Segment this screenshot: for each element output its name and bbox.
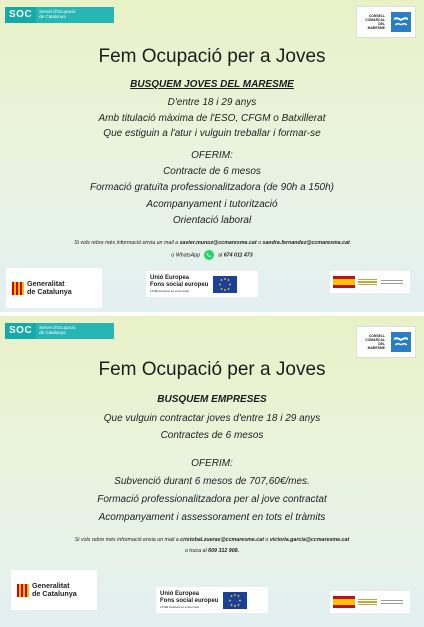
offer-line: Formació professionalitzadora per al jove contractat	[97, 494, 327, 505]
generalitat-line: de Catalunya	[27, 287, 72, 296]
offer-line: Contracte de 6 mesos	[163, 166, 261, 177]
ccm-logo-line: MARESME	[367, 346, 385, 350]
page-title: Fem Ocupació per a Joves	[98, 359, 326, 380]
soc-name-line: de Catalunya	[39, 14, 66, 19]
spain-government-logo	[330, 271, 410, 293]
requirement-line: Amb titulació màxima de l'ESO, CFGM o Batxillerat	[98, 113, 326, 124]
soc-name	[36, 7, 114, 23]
contact-intro: Si vols rebre més informació envia un mail a	[74, 537, 181, 543]
ue-line: Unió Europea	[160, 591, 200, 597]
consell-comarcal-logo	[356, 326, 416, 358]
consell-comarcal-logo	[356, 6, 416, 38]
consell-comarcal-icon	[391, 332, 411, 352]
offer-heading: OFERIM:	[191, 458, 233, 469]
ccm-logo-text	[361, 14, 385, 30]
soc-logo	[5, 7, 114, 23]
spain-service-text	[381, 599, 403, 605]
contact-email[interactable]: sandra.fernandez@ccmaresme.cat	[262, 240, 350, 246]
contact-email[interactable]: xavier.munoz@ccmaresme.cat	[179, 240, 257, 246]
contact-info	[0, 240, 424, 246]
phone-contact	[0, 548, 424, 554]
soc-name-line: de Catalunya	[39, 330, 66, 335]
ue-line: Fons social europeu	[150, 282, 209, 288]
ue-fse-text	[160, 591, 218, 609]
offer-line: Formació gratuïta professionalitzadora (de 90h a 150h)	[89, 182, 335, 193]
ue-line: Unió Europea	[150, 275, 190, 281]
offer-line: Orientació laboral	[172, 215, 252, 226]
requirement-line: D'entre 18 i 29 anys	[167, 97, 257, 108]
spain-ministry-text	[358, 278, 377, 287]
spain-ministry-text	[358, 598, 377, 607]
spain-flag-icon	[333, 596, 355, 608]
generalitat-line: Generalitat	[27, 279, 65, 288]
ccm-logo-line: COMARCAL	[365, 18, 385, 22]
ue-fse-logo	[156, 587, 268, 613]
spain-service-text	[381, 279, 403, 285]
generalitat-line: Generalitat	[32, 581, 70, 590]
ue-fse-logo	[146, 271, 258, 297]
contact-separator: o	[256, 240, 263, 246]
soc-name	[36, 323, 114, 339]
offer-line: Acompanyament i assessorament en tots el tràmits	[98, 512, 326, 523]
soc-logo	[5, 323, 114, 339]
spain-government-logo	[330, 591, 410, 613]
contact-separator: o	[263, 537, 270, 543]
flyer-joves	[0, 0, 424, 312]
generalitat-flag-icon	[12, 282, 24, 295]
contact-phone[interactable]: 674 011 473	[223, 252, 253, 259]
ccm-logo-line: DEL	[378, 342, 385, 346]
ue-line: Fons social europeu	[160, 598, 219, 604]
ccm-logo-line: MARESME	[367, 26, 385, 30]
generalitat-flag-icon	[17, 584, 29, 597]
soc-badge: SOC	[5, 323, 36, 339]
ccm-logo-line: DEL	[378, 22, 385, 26]
ccm-logo-line: CONSELL	[368, 334, 385, 338]
contact-intro: Si vols rebre més informació envia un mail a	[74, 240, 180, 246]
whatsapp-prefix: o WhatsApp	[171, 252, 201, 259]
whatsapp-contact	[0, 250, 424, 260]
spain-flag-icon	[333, 276, 355, 288]
consell-comarcal-icon	[391, 12, 411, 32]
offer-line: Acompanyament i tutorització	[146, 199, 278, 210]
ue-line: L'FSE inverteix en el teu futur	[160, 605, 200, 609]
requirement-line: Contractes de 6 mesos	[160, 430, 264, 441]
generalitat-name	[27, 280, 72, 296]
generalitat-logo	[6, 268, 102, 308]
soc-name-line: Servei d'Ocupació	[39, 9, 76, 14]
requirement-line: Que estiguin a l'atur i vulguin treballar i formar-se	[103, 128, 321, 139]
eu-flag-icon	[213, 276, 237, 293]
ue-line: L'FSE inverteix en el teu futur	[150, 289, 190, 293]
contact-email[interactable]: victoria.garcia@ccmaresme.cat	[269, 537, 350, 543]
contact-email[interactable]: cristobal.zueras@ccmaresme.cat	[180, 537, 264, 543]
contact-phone[interactable]: 609 312 908.	[208, 548, 240, 554]
ccm-logo-line: COMARCAL	[365, 338, 385, 342]
flyer-empreses	[0, 316, 424, 627]
offer-heading: OFERIM:	[191, 150, 233, 161]
eu-flag-icon	[223, 592, 247, 609]
offer-line: Subvenció durant 6 mesos de 707,60€/mes.	[114, 476, 310, 487]
whatsapp-mid: al	[218, 252, 224, 259]
ue-fse-text	[150, 275, 208, 293]
whatsapp-icon	[204, 250, 214, 260]
ccm-logo-text	[361, 334, 385, 350]
phone-prefix: o truca al	[184, 548, 209, 554]
section-heading: BUSQUEM EMPRESES	[157, 394, 267, 405]
soc-badge: SOC	[5, 7, 36, 23]
soc-name-line: Servei d'Ocupació	[39, 325, 76, 330]
generalitat-logo	[11, 570, 97, 610]
page-title: Fem Ocupació per a Joves	[98, 46, 326, 67]
generalitat-name	[32, 582, 77, 598]
ccm-logo-line: CONSELL	[368, 14, 385, 18]
contact-info	[0, 537, 424, 543]
section-heading: BUSQUEM JOVES DEL MARESME	[130, 79, 294, 90]
generalitat-line: de Catalunya	[32, 589, 77, 598]
requirement-line: Que vulguin contractar joves d'entre 18 i 29 anys	[103, 413, 321, 424]
